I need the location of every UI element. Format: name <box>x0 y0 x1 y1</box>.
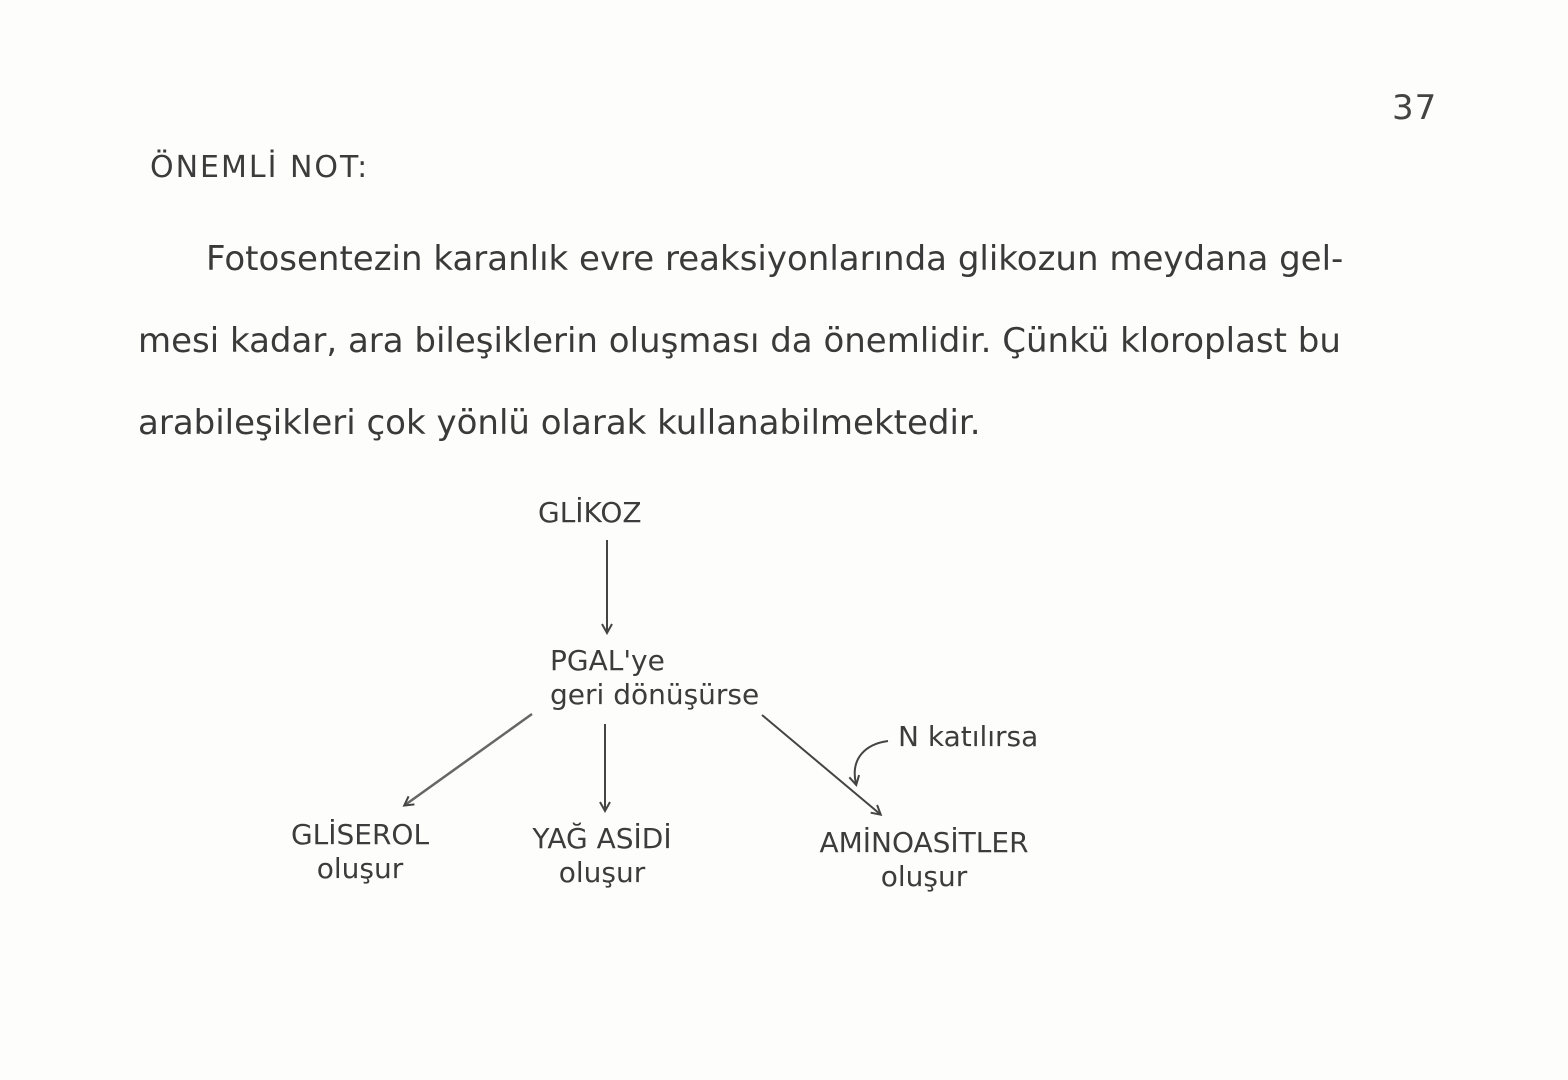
node-pgal <box>550 644 759 712</box>
node-glycerol-line2: oluşur <box>316 852 404 885</box>
node-fatty-acid <box>512 822 692 890</box>
page-number: 37 <box>1392 88 1438 128</box>
arrow-nitrogen-addition <box>855 741 888 784</box>
node-pgal-line1: PGAL'ye <box>550 644 665 677</box>
node-amino-acids-line2: oluşur <box>880 860 968 893</box>
node-amino-acids <box>804 826 1044 894</box>
node-fatty-acid-line1: YAĞ ASİDİ <box>532 822 672 855</box>
note-heading: ÖNEMLİ NOT: <box>150 150 370 185</box>
node-condition-nitrogen: N katılırsa <box>898 720 1039 753</box>
node-fatty-acid-line2: oluşur <box>558 856 646 889</box>
arrow-to-amino-acids <box>762 715 880 814</box>
paragraph-line: mesi kadar, ara bileşiklerin oluşması da önemlidir. Çünkü kloroplast bu <box>138 321 1341 361</box>
paragraph-line: Fotosentezin karanlık evre reaksiyonlarında glikozun meydana gel- <box>206 239 1344 279</box>
node-glucose: GLİKOZ <box>538 496 642 529</box>
arrow-to-glycerol <box>405 714 532 805</box>
paragraph-line: arabileşikleri çok yönlü olarak kullanabilmektedir. <box>138 403 981 443</box>
node-glycerol-line1: GLİSEROL <box>290 818 430 851</box>
node-pgal-line2: geri dönüşürse <box>550 678 760 711</box>
node-amino-acids-line1: AMİNOASİTLER <box>819 826 1029 859</box>
node-glycerol <box>274 818 446 886</box>
